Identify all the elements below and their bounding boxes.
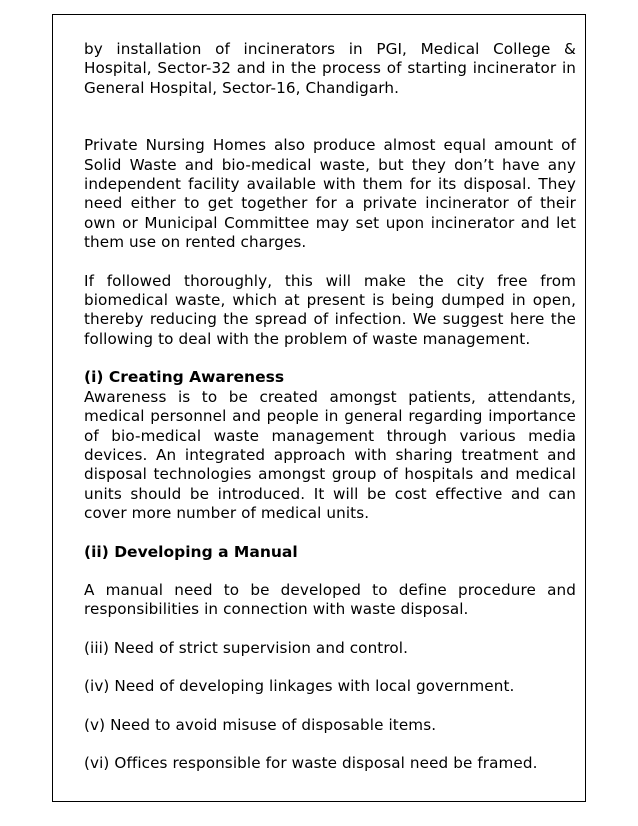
point-vi: (vi) Offices responsible for waste disposal need be framed.: [84, 753, 538, 772]
paragraph-nursing-homes: Private Nursing Homes also produce almost equal amount of Solid Waste and bio-medical waste, but they don’t have any independent facility available with them for its disposal. They need either to get together for a private incinerator of their own or Municipal Committee may set upon incinerator and let them use on rented charges.: [84, 136, 576, 252]
point-iii: (iii) Need of strict supervision and control.: [84, 638, 409, 657]
point-iv: (iv) Need of developing linkages with local government.: [84, 677, 515, 696]
paragraph-followed: If followed thoroughly, this will make the city free from biomedical waste, which at present is being dumped in open, thereby reducing the spread of infection. We suggest here the following to deal with the problem of waste management.: [84, 271, 576, 348]
heading-developing-manual: (ii) Developing a Manual: [84, 542, 298, 561]
point-v: (v) Need to avoid misuse of disposable items.: [84, 715, 437, 734]
paragraph-manual: A manual need to be developed to define procedure and responsibilities in connection with waste disposal.: [84, 580, 576, 619]
heading-creating-awareness: (i) Creating Awareness: [84, 368, 285, 387]
paragraph-awareness: Awareness is to be created amongst patients, attendants, medical personnel and people in general regarding importance of bio-medical waste management through various media devices. An integrated approach with sharing treatment and disposal technologies amongst group of hospitals and medical units should be introduced. It will be cost effective and can cover more number of medical units.: [84, 387, 576, 523]
document-body: [84, 40, 576, 773]
paragraph-continuation: by installation of incinerators in PGI, Medical College & Hospital, Sector-32 and in the process of starting incinerator in General Hospital, Sector-16, Chandigarh.: [84, 40, 576, 97]
